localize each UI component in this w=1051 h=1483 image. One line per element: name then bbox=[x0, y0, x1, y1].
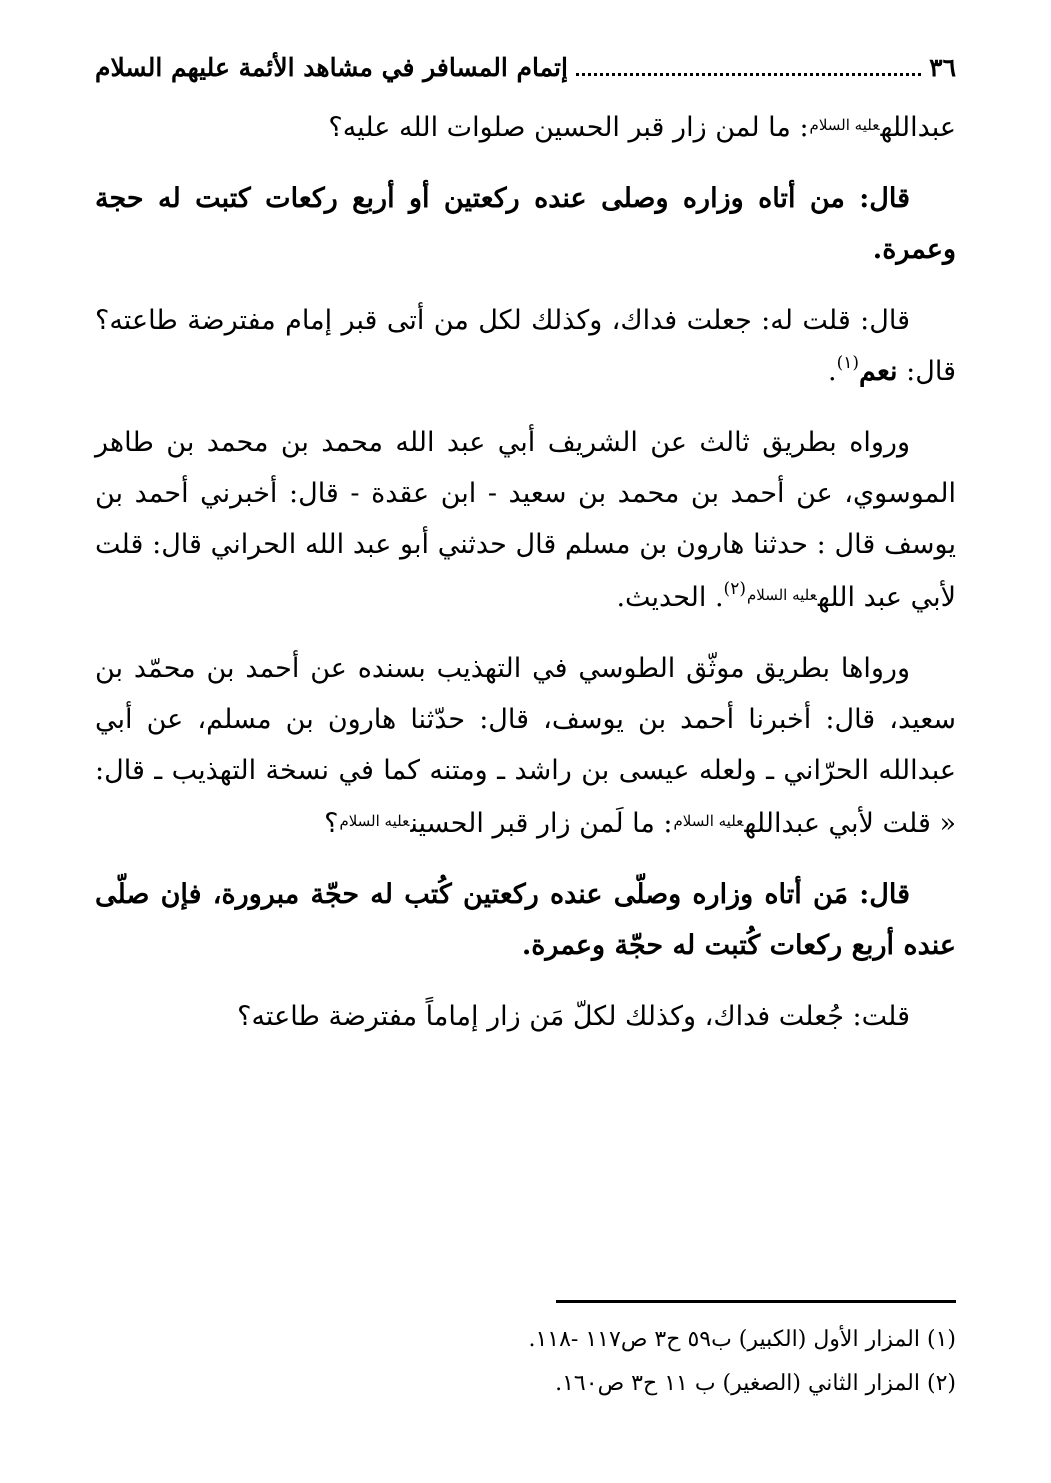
paragraph-tahdhib bbox=[95, 643, 956, 849]
honorific-glyph: عليه السلام bbox=[339, 812, 410, 830]
honorific-glyph: عليه السلام bbox=[809, 116, 880, 134]
footnote-ref-2[interactable]: (٢) bbox=[723, 579, 746, 599]
text-segment-bold: نعم bbox=[859, 356, 898, 387]
footnote-ref-1[interactable]: (١) bbox=[836, 353, 860, 373]
paragraph-answer-2 bbox=[95, 869, 956, 971]
page-number: ٣٦ bbox=[929, 53, 956, 82]
text-segment: : ما لَمن زار قبر الحسين bbox=[410, 808, 673, 839]
paragraph-question-1 bbox=[95, 100, 956, 153]
text-segment: . bbox=[828, 356, 837, 387]
body-text bbox=[95, 100, 956, 1042]
leader-dots bbox=[576, 49, 921, 76]
footnote-1: (١) المزار الأول (الكبير) ب٥٩ ح٣ ص١١٧ -١١٨. bbox=[528, 1327, 956, 1352]
text-segment: ؟ bbox=[324, 808, 339, 839]
paragraph-question-3 bbox=[95, 991, 956, 1042]
text-segment: عبدالله bbox=[880, 112, 956, 143]
text-segment: قال: مَن أتاه وزاره وصلّى عنده ركعتين كُتب له حجّة مبرورة، فإن صلّى عنده أربع ركعات كُتبت له حجّة وعمرة. bbox=[95, 879, 956, 961]
text-segment: قال: من أتاه وزاره وصلى عنده ركعتين أو أربع ركعات كتبت له حجة وعمرة. bbox=[95, 183, 956, 265]
text-segment: قلت: جُعلت فداك، وكذلك لكلّ مَن زار إماماً مفترضة طاعته؟ bbox=[237, 1001, 910, 1032]
text-segment: قال: قلت له: جعلت فداك، وكذلك لكل من أتى قبر إمام مفترضة طاعته؟ قال: bbox=[95, 305, 956, 387]
paragraph-answer-1 bbox=[95, 173, 956, 275]
honorific-glyph: عليه السلام bbox=[673, 812, 744, 830]
paragraph-question-2 bbox=[95, 295, 956, 397]
running-head bbox=[95, 48, 956, 92]
paragraph-chain-3 bbox=[95, 417, 956, 623]
footnote-separator bbox=[556, 1300, 956, 1303]
text-segment: : ما لمن زار قبر الحسين صلوات الله عليه؟ bbox=[328, 112, 809, 143]
footnotes bbox=[95, 1318, 956, 1406]
text-segment: . الحديث. bbox=[616, 582, 724, 613]
text-segment: ورواها بطريق موثّق الطوسي في التهذيب بسنده عن أحمد بن محمّد بن سعيد، قال: أخبرنا أحمد بن يوسف، قال: حدّثنا هارون بن مسلم، عن أبي عبدالله الحرّاني ـ ولعله عيسى بن راشد ـ ومتنه كما في نسخة التهذيب ـ قال: « قلت لأبي عبدالله bbox=[95, 653, 956, 839]
book-title: إتمام المسافر في مشاهد الأئمة عليهم السلام bbox=[95, 53, 568, 82]
footnote-2: (٢) المزار الثاني (الصغير) ب ١١ ح٣ ص١٦٠. bbox=[555, 1371, 956, 1396]
text-segment: ورواه بطريق ثالث عن الشريف أبي عبد الله محمد بن محمد بن طاهر الموسوي، عن أحمد بن محمد بن سعيد - ابن عقدة - قال: أخبرني أحمد بن يوسف قال : حدثنا هارون بن مسلم قال حدثني أبو عبد الله الحراني قال: قلت لأبي عبد الله bbox=[95, 427, 956, 613]
honorific-glyph: عليه السلام bbox=[746, 586, 817, 604]
